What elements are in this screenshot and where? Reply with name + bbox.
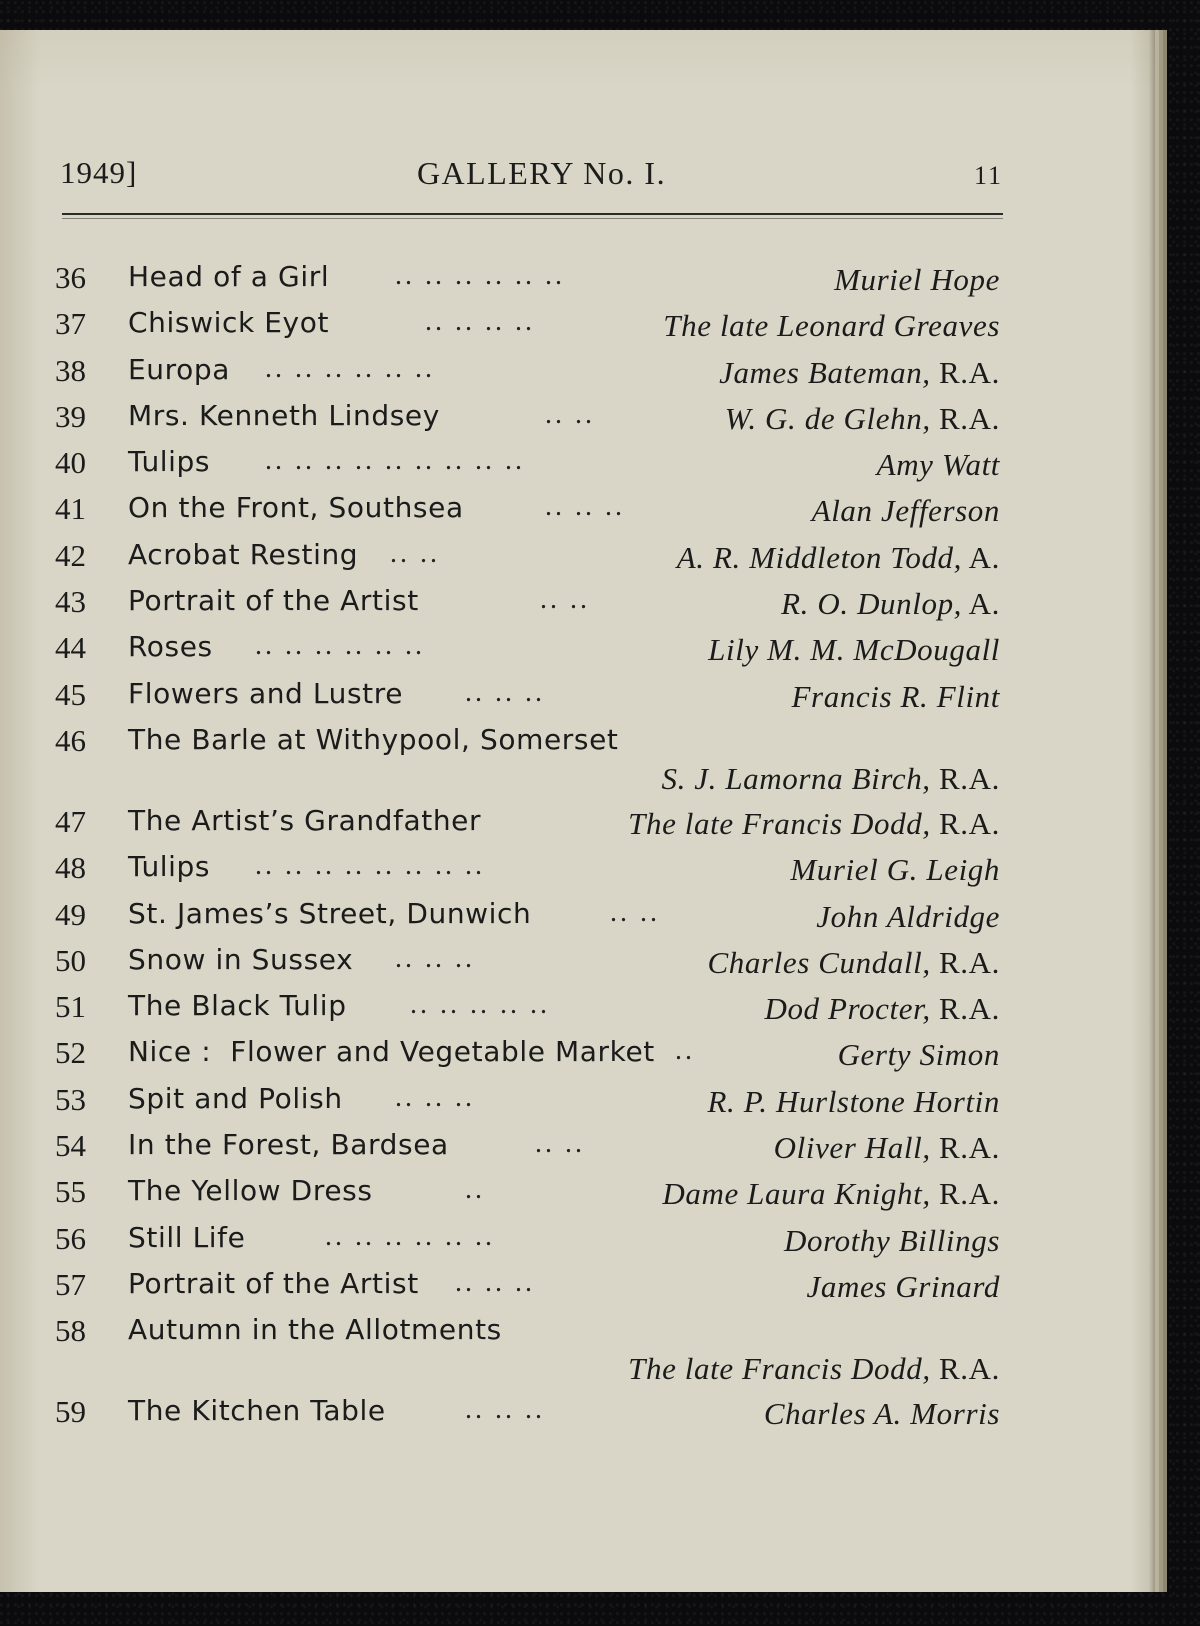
artist-distinction: A. xyxy=(962,539,1000,575)
entry-artist xyxy=(764,991,1000,1027)
entry-title: Snow in Sussex xyxy=(128,942,354,976)
catalogue-entry xyxy=(55,351,1000,397)
entry-title: Autumn in the Allotments xyxy=(128,1313,502,1347)
header-rule xyxy=(62,213,1003,215)
entry-number: 40 xyxy=(55,445,86,481)
artist-name: Lily M. M. McDougall xyxy=(708,632,1000,668)
entry-number: 58 xyxy=(55,1313,86,1349)
catalogue-entry xyxy=(55,895,1000,941)
catalogue-entry xyxy=(55,536,1000,582)
catalogue-entry xyxy=(55,941,1000,987)
entry-artist xyxy=(790,852,1000,888)
page-edge xyxy=(1149,30,1155,1592)
artist-name: W. G. de Glehn, xyxy=(724,400,931,436)
artist-distinction: R.A. xyxy=(930,805,1000,841)
dot-leader: .. .. .. .. xyxy=(425,306,535,338)
catalogue-entry xyxy=(55,1311,1000,1392)
entry-title: Flowers and Lustre xyxy=(128,676,404,710)
artist-name: Charles Cundall, xyxy=(707,944,931,980)
entry-title: Spit and Polish xyxy=(128,1081,343,1115)
artist-name: Dame Laura Knight, xyxy=(662,1176,931,1212)
catalogue-entry xyxy=(55,1126,1000,1172)
artist-name: Gerty Simon xyxy=(837,1037,1000,1073)
catalogue-entry xyxy=(55,1033,1000,1079)
entry-artist xyxy=(834,262,1000,298)
dot-leader: .. .. .. xyxy=(395,1081,475,1113)
catalogue-entry xyxy=(55,802,1000,848)
dot-leader: .. .. xyxy=(545,398,595,430)
artist-name: Alan Jefferson xyxy=(811,493,1000,529)
entry-artist xyxy=(764,1396,1000,1432)
entry-title: The Artist’s Grandfather xyxy=(128,803,482,837)
entry-number: 52 xyxy=(55,1035,86,1071)
entry-number: 55 xyxy=(55,1174,86,1210)
dot-leader: .. .. .. .. .. .. xyxy=(395,260,565,291)
dot-leader: .. .. xyxy=(610,896,660,928)
catalogue-entry xyxy=(55,489,1000,535)
entry-title: Chiswick Eyot xyxy=(128,306,330,340)
entry-title: Acrobat Resting xyxy=(128,537,359,571)
entry-title: Mrs. Kenneth Lindsey xyxy=(128,398,440,432)
entry-number: 36 xyxy=(55,260,86,295)
entry-number: 53 xyxy=(55,1081,86,1117)
entry-artist xyxy=(628,1351,1000,1387)
catalogue-entry xyxy=(55,675,1000,721)
catalogue-entry xyxy=(55,987,1000,1033)
entry-number: 48 xyxy=(55,850,86,886)
entry-artist xyxy=(663,308,1000,344)
dot-leader: .. .. .. xyxy=(545,491,625,523)
entry-artist xyxy=(812,493,1000,529)
entry-title: Portrait of the Artist xyxy=(128,584,419,618)
catalogue-entries xyxy=(55,258,1000,1439)
catalogue-entry xyxy=(55,258,1000,304)
artist-distinction: A. xyxy=(962,586,1000,622)
entry-number: 46 xyxy=(55,722,86,758)
entry-title: Roses xyxy=(128,630,213,664)
dot-leader: .. .. .. xyxy=(395,942,475,974)
artist-name: R. P. Hurlstone Hortin xyxy=(707,1083,1000,1119)
catalogue-entry xyxy=(55,848,1000,894)
entry-number: 50 xyxy=(55,942,86,978)
artist-name: John Aldridge xyxy=(816,898,1000,934)
entry-artist xyxy=(774,1130,1000,1166)
artist-distinction: R.A. xyxy=(930,1130,1000,1166)
artist-name: R. O. Dunlop, xyxy=(781,586,963,622)
entry-artist xyxy=(838,1037,1000,1073)
catalogue-entry xyxy=(55,1080,1000,1126)
entry-number: 49 xyxy=(55,896,86,932)
dot-leader: .. .. .. xyxy=(465,676,545,708)
catalogue-page xyxy=(0,30,1155,1592)
entry-number: 56 xyxy=(55,1220,86,1256)
entry-artist xyxy=(816,899,1000,935)
artist-distinction: R.A. xyxy=(930,1351,1000,1387)
entry-artist xyxy=(628,806,1000,842)
page-number: 11 xyxy=(973,161,1003,190)
entry-artist xyxy=(719,355,1000,391)
entry-title: Europa xyxy=(128,352,230,386)
entry-number: 44 xyxy=(55,630,86,666)
artist-name: Muriel Hope xyxy=(834,262,1000,297)
entry-title: On the Front, Southsea xyxy=(128,491,464,525)
catalogue-entry xyxy=(55,628,1000,674)
artist-name: A. R. Middleton Todd, xyxy=(676,539,963,575)
artist-name: Dorothy Billings xyxy=(784,1222,1000,1258)
artist-name: James Bateman, xyxy=(719,354,931,390)
catalogue-entry xyxy=(55,1265,1000,1311)
entry-number: 51 xyxy=(55,989,86,1025)
entry-number: 45 xyxy=(55,676,86,712)
header-rule-thin xyxy=(62,218,1003,219)
dot-leader: .. xyxy=(465,1174,485,1206)
entry-artist xyxy=(877,447,1000,483)
dot-leader: .. .. .. .. .. .. .. .. xyxy=(255,850,485,882)
entry-artist xyxy=(707,1084,1000,1120)
artist-name: Charles A. Morris xyxy=(763,1396,1000,1432)
catalogue-entry xyxy=(55,443,1000,489)
entry-artist xyxy=(707,945,1000,981)
catalogue-entry xyxy=(55,397,1000,443)
entry-artist xyxy=(677,540,1000,576)
entry-title: The Kitchen Table xyxy=(128,1394,386,1428)
entry-title: The Barle at Withypool, Somerset xyxy=(128,722,619,756)
entry-number: 47 xyxy=(55,803,86,839)
artist-distinction: R.A. xyxy=(930,1176,1000,1212)
entry-title: Head of a Girl xyxy=(128,260,330,293)
entry-number: 43 xyxy=(55,584,86,620)
entry-title: The Yellow Dress xyxy=(128,1174,373,1208)
entry-number: 59 xyxy=(55,1394,86,1430)
artist-name: Muriel G. Leigh xyxy=(790,852,1000,888)
dot-leader: .. .. .. .. .. .. .. .. .. xyxy=(265,445,525,477)
dot-leader: .. xyxy=(675,1035,695,1067)
dot-leader: .. .. xyxy=(390,537,440,569)
entry-title: St. James’s Street, Dunwich xyxy=(128,896,532,930)
artist-distinction: R.A. xyxy=(930,354,1000,390)
entry-artist xyxy=(781,586,1000,622)
artist-name: The late Leonard Greaves xyxy=(663,308,1000,344)
artist-name: Francis R. Flint xyxy=(791,678,1000,714)
dot-leader: .. .. .. .. .. .. xyxy=(325,1220,495,1252)
dot-leader: .. .. .. .. .. .. xyxy=(255,630,425,662)
catalogue-entry xyxy=(55,304,1000,350)
dot-leader: .. .. xyxy=(535,1128,585,1160)
entry-number: 39 xyxy=(55,398,86,434)
entry-artist xyxy=(662,1176,1000,1212)
entry-title: The Black Tulip xyxy=(128,989,347,1023)
catalogue-entry xyxy=(55,582,1000,628)
entry-title: In the Forest, Bardsea xyxy=(128,1128,449,1162)
entry-title: Tulips xyxy=(128,445,211,479)
entry-artist xyxy=(708,632,1000,668)
entry-title: Nice : Flower and Vegetable Market xyxy=(128,1035,655,1069)
entry-title: Tulips xyxy=(128,850,211,884)
catalogue-entry xyxy=(55,721,1000,802)
entry-number: 41 xyxy=(55,491,86,527)
dot-leader: .. .. .. .. .. xyxy=(410,989,550,1021)
artist-name: James Grinard xyxy=(806,1268,1000,1304)
entry-number: 37 xyxy=(55,306,86,342)
entry-artist xyxy=(725,401,1000,437)
entry-artist xyxy=(807,1269,1001,1305)
artist-name: Oliver Hall, xyxy=(773,1130,931,1166)
catalogue-entry xyxy=(55,1392,1000,1438)
artist-distinction: R.A. xyxy=(930,760,1000,796)
entry-number: 42 xyxy=(55,537,86,573)
catalogue-entry xyxy=(55,1172,1000,1218)
running-header xyxy=(60,155,1003,215)
dot-leader: .. .. .. xyxy=(465,1394,545,1426)
artist-name: The late Francis Dodd, xyxy=(628,805,931,841)
entry-number: 38 xyxy=(55,352,86,388)
artist-distinction: R.A. xyxy=(930,944,1000,980)
header-gallery-title: GALLERY No. I. xyxy=(416,155,667,191)
artist-distinction: R.A. xyxy=(930,400,1000,436)
artist-name: The late Francis Dodd, xyxy=(628,1351,931,1387)
dot-leader: .. .. .. xyxy=(455,1266,535,1298)
entry-number: 57 xyxy=(55,1266,86,1302)
entry-title: Still Life xyxy=(128,1220,246,1254)
artist-name: S. J. Lamorna Birch, xyxy=(661,760,931,796)
entry-artist xyxy=(784,1223,1000,1259)
header-year: 1949] xyxy=(60,155,138,190)
dot-leader: .. .. xyxy=(540,584,590,616)
catalogue-entry xyxy=(55,1219,1000,1265)
artist-name: Dod Procter, xyxy=(764,991,931,1027)
entry-artist xyxy=(792,679,1001,715)
entry-artist xyxy=(661,761,1000,797)
artist-name: Amy Watt xyxy=(876,447,1000,483)
dot-leader: .. .. .. .. .. .. xyxy=(265,352,435,384)
entry-number: 54 xyxy=(55,1128,86,1164)
artist-distinction: R.A. xyxy=(930,991,1000,1027)
entry-title: Portrait of the Artist xyxy=(128,1266,419,1300)
